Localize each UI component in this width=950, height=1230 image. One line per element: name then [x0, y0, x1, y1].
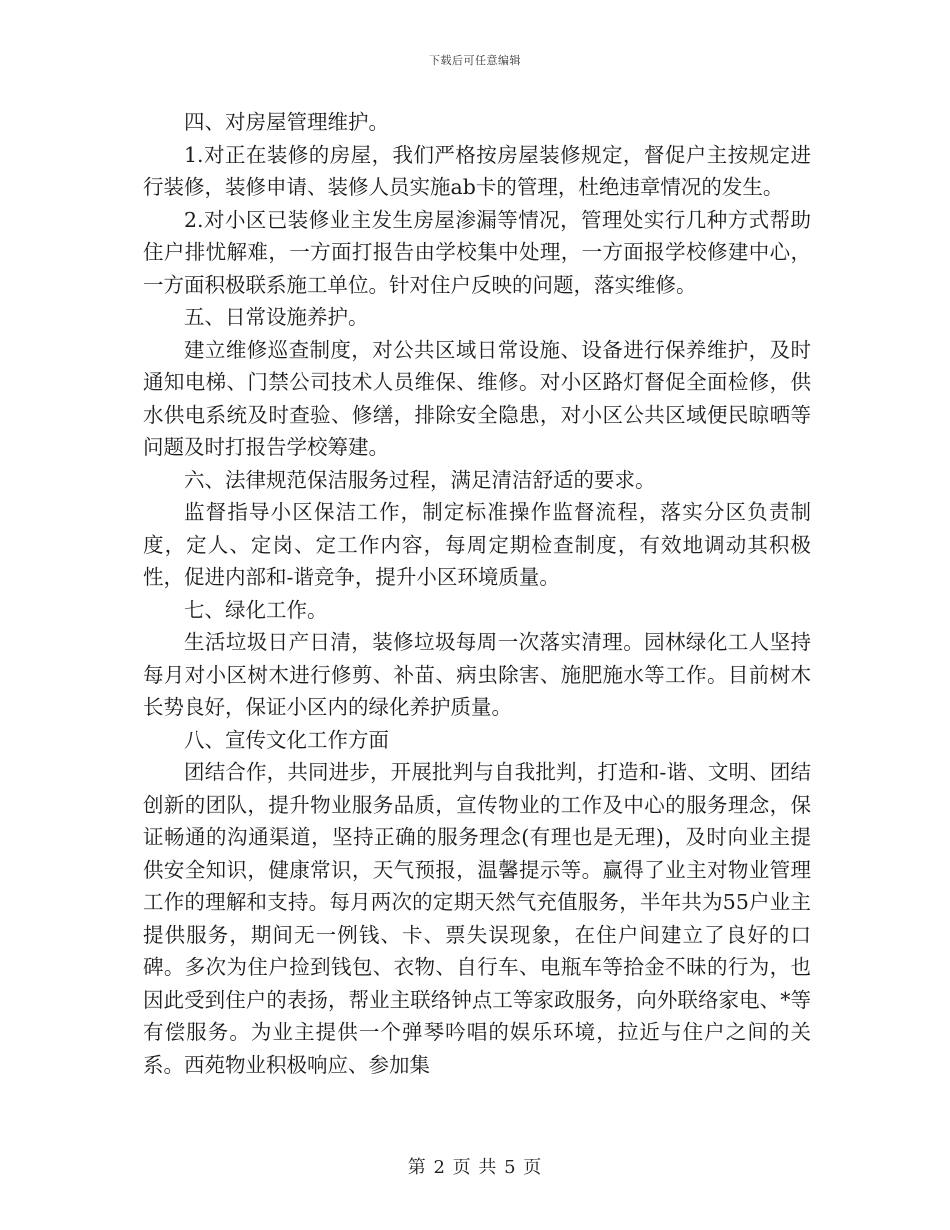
page-header: 下载后可任意编辑	[429, 54, 521, 67]
heading-facility-maintenance: 五、日常设施养护。	[184, 305, 369, 329]
heading-cleaning: 六、法律规范保洁服务过程，满足清洁舒适的要求。	[184, 467, 656, 492]
page-number: 第 2 页 共 5 页	[407, 1157, 543, 1178]
paragraph-greening: 生活垃圾日产日清，装修垃圾每周一次落实清理。园林绿化工人坚持每月对小区树木进行修剪、补苗、病虫除害、施肥施水等工作。目前树木长势良好，保证小区内的绿化养护质量。	[143, 630, 811, 719]
paragraph-leakage: 2.对小区已装修业主发生房屋渗漏等情况，管理处实行几种方式帮助住户排忧解难，一方面打报告由学校集中处理，一方面报学校修建中心，一方面积极联系施工单位。针对住户反映的问题，落实维修。	[143, 207, 811, 297]
paragraph-culture: 团结合作，共同进步，开展批判与自我批判，打造和-谐、文明、团结创新的团队，提升物业服务品质，宣传物业的工作及中心的服务理念，保证畅通的沟通渠道，坚持正确的服务理念(有理也是无理)，及时向业主提供安全知识，健康常识，天气预报，温馨提示等。赢得了业主对物业管理工作的理解和支持。每月两次的定期天然气充值服务，半年共为55户业主提供服务，期间无一例钱、卡、票失误现象，在住户间建立了良好的口碑。多次为住户捡到钱包、衣物、自行车、电瓶车等拾金不昧的行为，也因此受到住户的表扬，帮业主联络钟点工等家政服务，向外联络家电、*等有偿服务。为业主提供一个弹琴吟唱的娱乐环境，拉近与住户之间的关系。西苑物业积极响应、参加集	[143, 760, 811, 1077]
paragraph-inspection: 建立维修巡查制度，对公共区域日常设施、设备进行保养维护，及时通知电梯、门禁公司技术人员维保、维修。对小区路灯督促全面检修，供水供电系统及时查验、修缮，排除安全隐患，对小区公共区域便民晾晒等问题及时打报告学校筹建。	[143, 337, 811, 459]
paragraph-renovation: 1.对正在装修的房屋，我们严格按房屋装修规定，督促户主按规定进行装修，装修申请、装修人员实施ab卡的管理，杜绝违章情况的发生。	[143, 142, 811, 199]
document-body	[143, 106, 811, 1081]
heading-housing-maintenance: 四、对房屋管理维护。	[184, 110, 389, 134]
paragraph-cleaning: 监督指导小区保洁工作，制定标准操作监督流程，落实分区负责制度，定人、定岗、定工作内容，每周定期检查制度，有效地调动其积极性，促进内部和-谐竞争，提升小区环境质量。	[143, 500, 811, 589]
heading-greening: 七、绿化工作。	[184, 597, 328, 622]
heading-culture: 八、宣传文化工作方面	[184, 727, 389, 752]
